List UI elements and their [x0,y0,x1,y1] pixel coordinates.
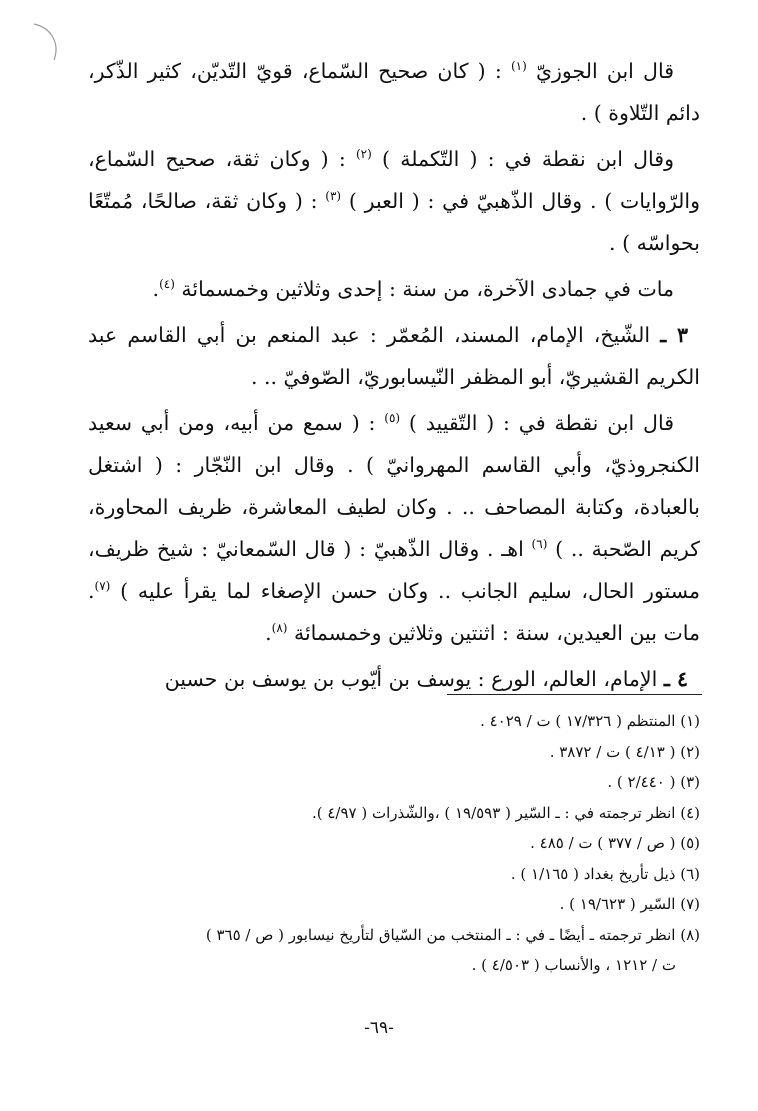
footnote-ref: (٥) [384,411,401,426]
footnote: (٨) انظر ترجمته ـ أيضًا ـ في : ـ المنتخب من السّياق لتأريخ نيسابور ( ص / ٣٦٥ ) [205,925,700,944]
footnote: (٢) ( ٤/١٣ ) ت / ٣٨٧٢ . [549,742,700,761]
footnote: (٥) ( ص / ٣٧٧ ) ت / ٤٨٥ . [530,834,700,852]
text-run: . [152,277,160,301]
text-run: قال ابن نقطة في : ( التّقييد ) [400,411,674,435]
text-run: الإمام، العالم، الورع : يوسف بن أيّوب بن يوسف بن حسين [164,667,664,691]
text-run: : ( وكان ثقة، صحيح السّماع، والرّوايات ) . وقال الذّهبيّ في : ( العبر ) [88,147,700,213]
text-run: الشّيخ، الإمام، المسند، المُعمّر : عبد المنعم بن أبي القاسم عبد الكريم القشيريّ، أبو المظفر النّيسابوريّ، الصّوفيّ .. . [88,323,700,389]
footnote-ref: (٧) [94,579,111,594]
paragraph [88,402,700,654]
biography-entry [88,314,700,398]
footnote: (٤) انظر ترجمته في : ـ السّير ( ١٩/٥٩٣ ) ،والشّذرات ( ٤/٩٧ ). [311,803,700,822]
text-run: : ( وكان ثقة، صالحًا، مُمتّعًا بحواسّه ) . [88,189,700,255]
footnotes-list [100,706,700,981]
text-run: وقال ابن نقطة في : ( التّكملة ) [371,147,674,171]
footnote-ref: (٣) [325,189,342,204]
text-run: . [265,621,272,645]
footnote: (٦) ذيل تأريخ بغداد ( ١/١٦٥ ) . [510,864,700,883]
text-run: مات في جمادى الآخرة، من سنة : إحدى وثلاثين وخمسمائة [174,277,674,301]
paragraph [88,268,700,310]
entry-number: ٣ ـ [660,323,688,347]
footnote-ref: (٢) [355,147,372,162]
paragraph [88,138,700,264]
footnote-separator [447,694,702,695]
footnote-continuation: ت / ١٢١٢ ، والأنساب ( ٤/٥٠٣ ) . [471,956,676,974]
main-text [88,50,700,704]
page-corner-mark [30,22,64,62]
page-number: -٦٩- [364,1018,394,1038]
text-run: . مات بين العيدين، سنة : اثنتين وثلاثين وخمسمائة [88,579,700,645]
text-run: : ( سمع من أبيه، ومن أبي سعيد الكنجروذيّ، وأبي القاسم المهروانيّ ) . وقال ابن النّجّار : ( اشتغل بالعبادة، وكتابة المصاحف .. . وكان لطيف المعاشرة، ظريف المحاورة، كريم الصّحبة .. ) [88,411,700,561]
footnote-ref: (٨) [271,621,288,636]
text-run: قال ابن الجوزيّ [526,59,674,83]
entry-number: ٤ ـ [663,667,688,691]
text-run: : ( كان صحيح السّماع، قويّ التّديّن، كثير الذّكر، دائم التّلاوة ) . [88,59,700,125]
footnote-ref: (٦) [531,537,548,552]
footnote-ref: (٤) [159,277,175,292]
footnote: (٣) ( ٢/٤٤٠ ) . [607,773,700,791]
paragraph [88,50,700,134]
text-run: اهـ . وقال الذّهبيّ : ( قال السّمعانيّ : شيخ ظريف، مستور الحال، سليم الجانب .. وكان حسن الإصغاء لما يقرأ عليه ) [88,537,700,603]
footnote: (١) المنتظم ( ١٧/٣٢٦ ) ت / ٤٠٢٩ . [480,712,700,730]
footnote: (٧) السّير ( ١٩/٦٢٣ ) . [559,895,700,913]
footnote-ref: (١) [510,59,527,74]
